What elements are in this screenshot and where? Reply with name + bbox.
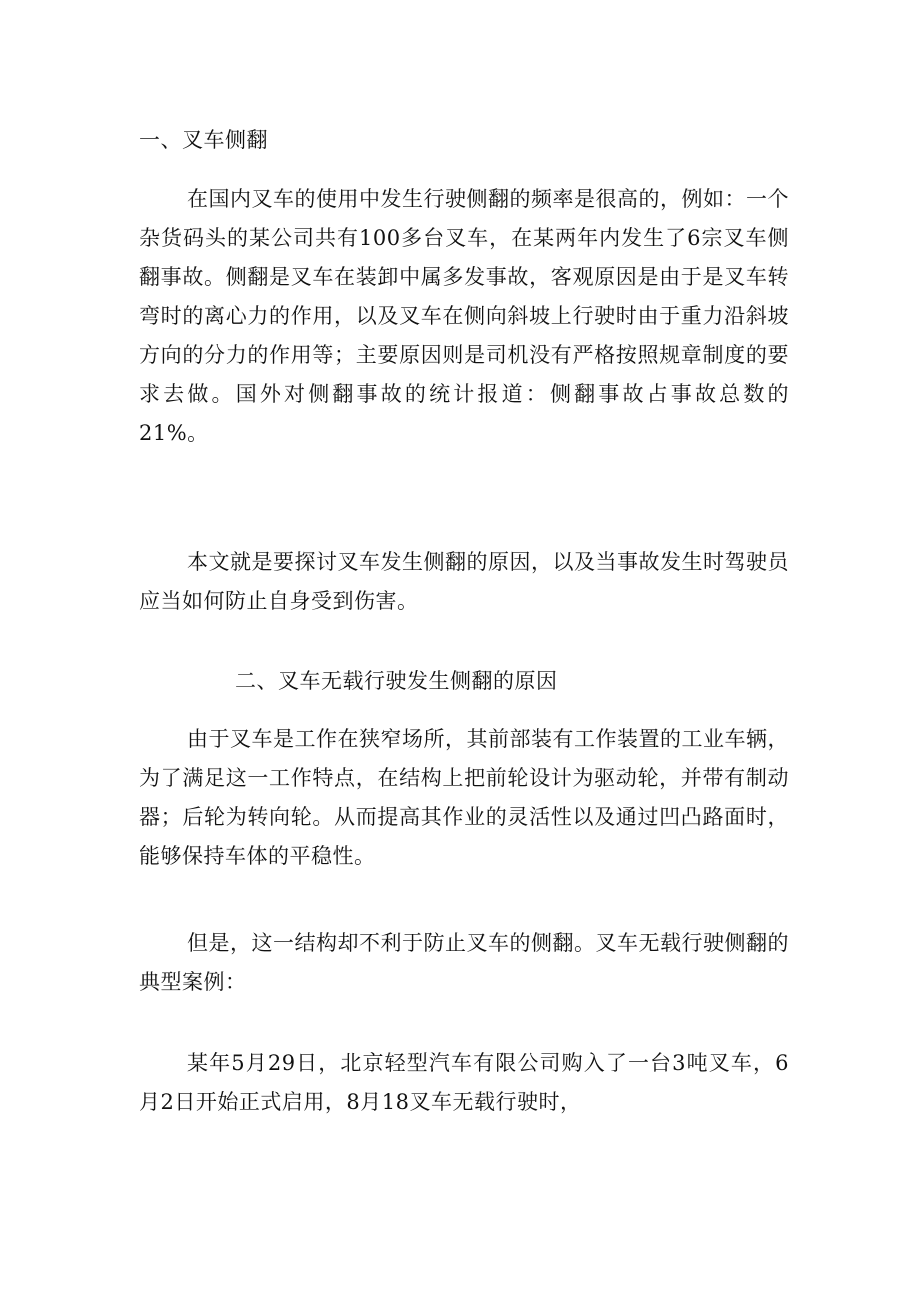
paragraph-rollover-frequency: 在国内叉车的使用中发生行驶侧翻的频率是很高的，例如：一个杂货码头的某公司共有100多台叉车，在某两年内发生了6宗叉车侧翻事故。侧翻是叉车在装卸中属多发事故，客观原因是由于是叉车转弯时的离心力的作用，以及叉车在侧向斜坡上行驶时由于重力沿斜坡方向的分力的作用等；主要原因则是司机没有严格按照规章制度的要求去做。国外对侧翻事故的统计报道：侧翻事故占事故总数的21%。 — [139, 187, 789, 445]
paragraph-case-example: 某年5月29日，北京轻型汽车有限公司购入了一台3吨叉车，6月2日开始正式启用，8月18叉车无载行驶时， — [139, 1051, 789, 1114]
paragraph-forklift-structure: 由于叉车是工作在狭窄场所，其前部装有工作装置的工业车辆，为了满足这一工作特点，在结构上把前轮设计为驱动轮，并带有制动器；后轮为转向轮。从而提高其作业的灵活性以及通过凹凸路面时，能够保持车体的平稳性。 — [139, 727, 789, 868]
paragraph-article-purpose: 本文就是要探讨叉车发生侧翻的原因，以及当事故发生时驾驶员应当如何防止自身受到伤害。 — [139, 550, 789, 613]
paragraph-structure-drawback: 但是，这一结构却不利于防止叉车的侧翻。叉车无载行驶侧翻的典型案例： — [139, 931, 789, 994]
section-heading-2: 二、叉车无载行驶发生侧翻的原因 — [235, 669, 558, 693]
section-heading-1: 一、叉车侧翻 — [139, 128, 268, 152]
